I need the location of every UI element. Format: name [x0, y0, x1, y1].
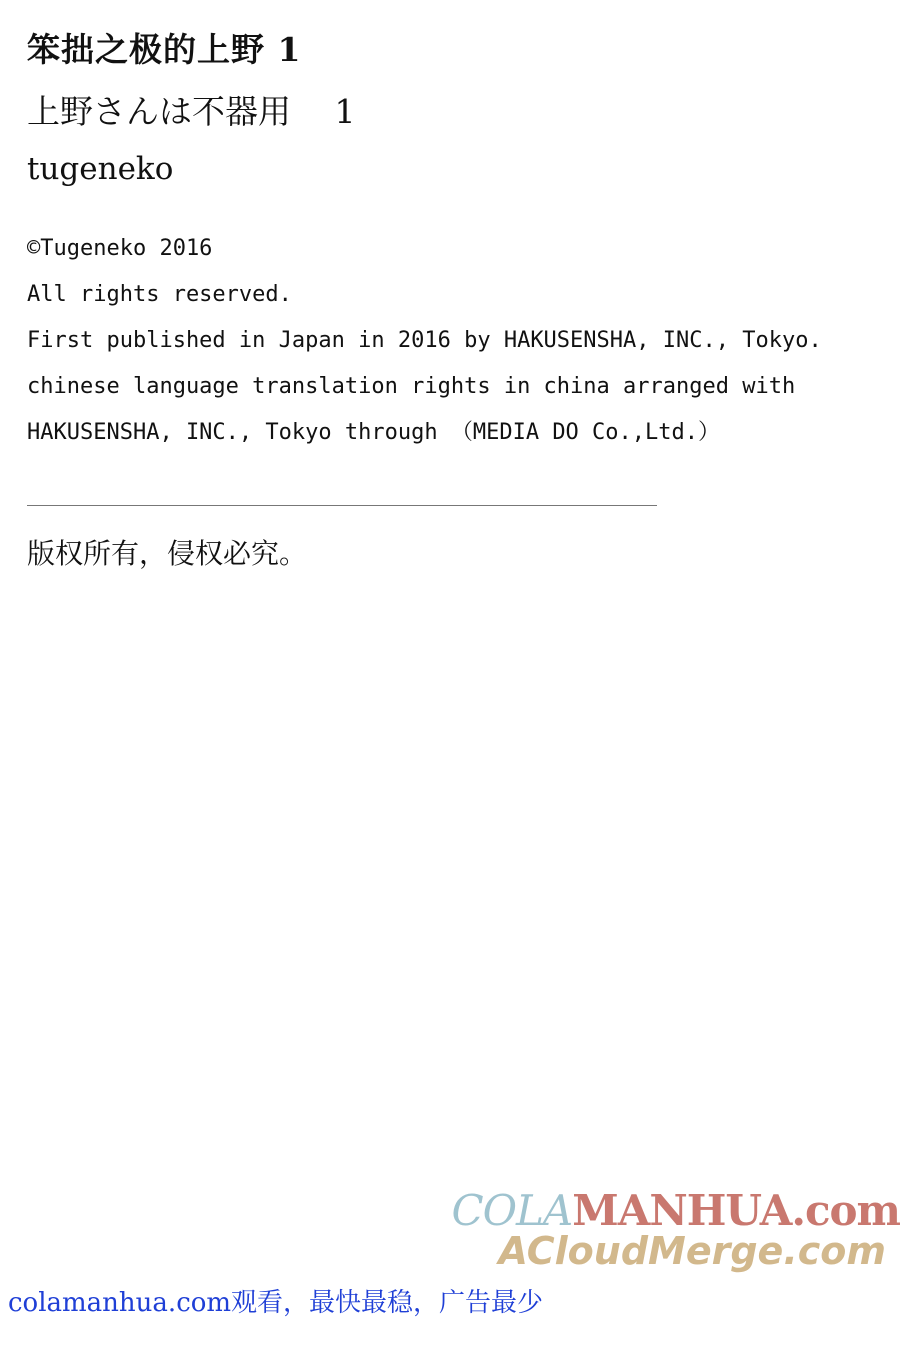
- arranged-through-line: HAKUSENSHA, INC., Tokyo through （MEDIA DO Co.,Ltd.）: [27, 420, 721, 445]
- translation-rights-line: chinese language translation rights in china arranged with: [27, 374, 796, 399]
- footer-site-link[interactable]: colamanhua.com观看，最快最稳，广告最少: [8, 1288, 544, 1318]
- watermark-part-b: MANHUA.com: [572, 1186, 900, 1235]
- watermark-part-a: COLA: [451, 1186, 573, 1235]
- rights-statement: [27, 226, 887, 456]
- watermark-colamanhua: [451, 1186, 900, 1235]
- all-rights-line: All rights reserved.: [27, 282, 292, 307]
- section-divider: [27, 505, 657, 506]
- book-title-chinese: 笨拙之极的上野 1: [27, 30, 302, 69]
- rights-notice: 版权所有，侵权必究。: [27, 537, 308, 570]
- copyright-line: ©Tugeneko 2016: [27, 236, 213, 261]
- watermark-acloudmerge: ACloudMerge.com: [498, 1229, 886, 1273]
- first-published-line: First published in Japan in 2016 by HAKUSENSHA, INC., Tokyo.: [27, 328, 822, 353]
- author-name: tugeneko: [27, 151, 174, 187]
- book-title-japanese: 上野さんは不器用 1: [27, 92, 356, 131]
